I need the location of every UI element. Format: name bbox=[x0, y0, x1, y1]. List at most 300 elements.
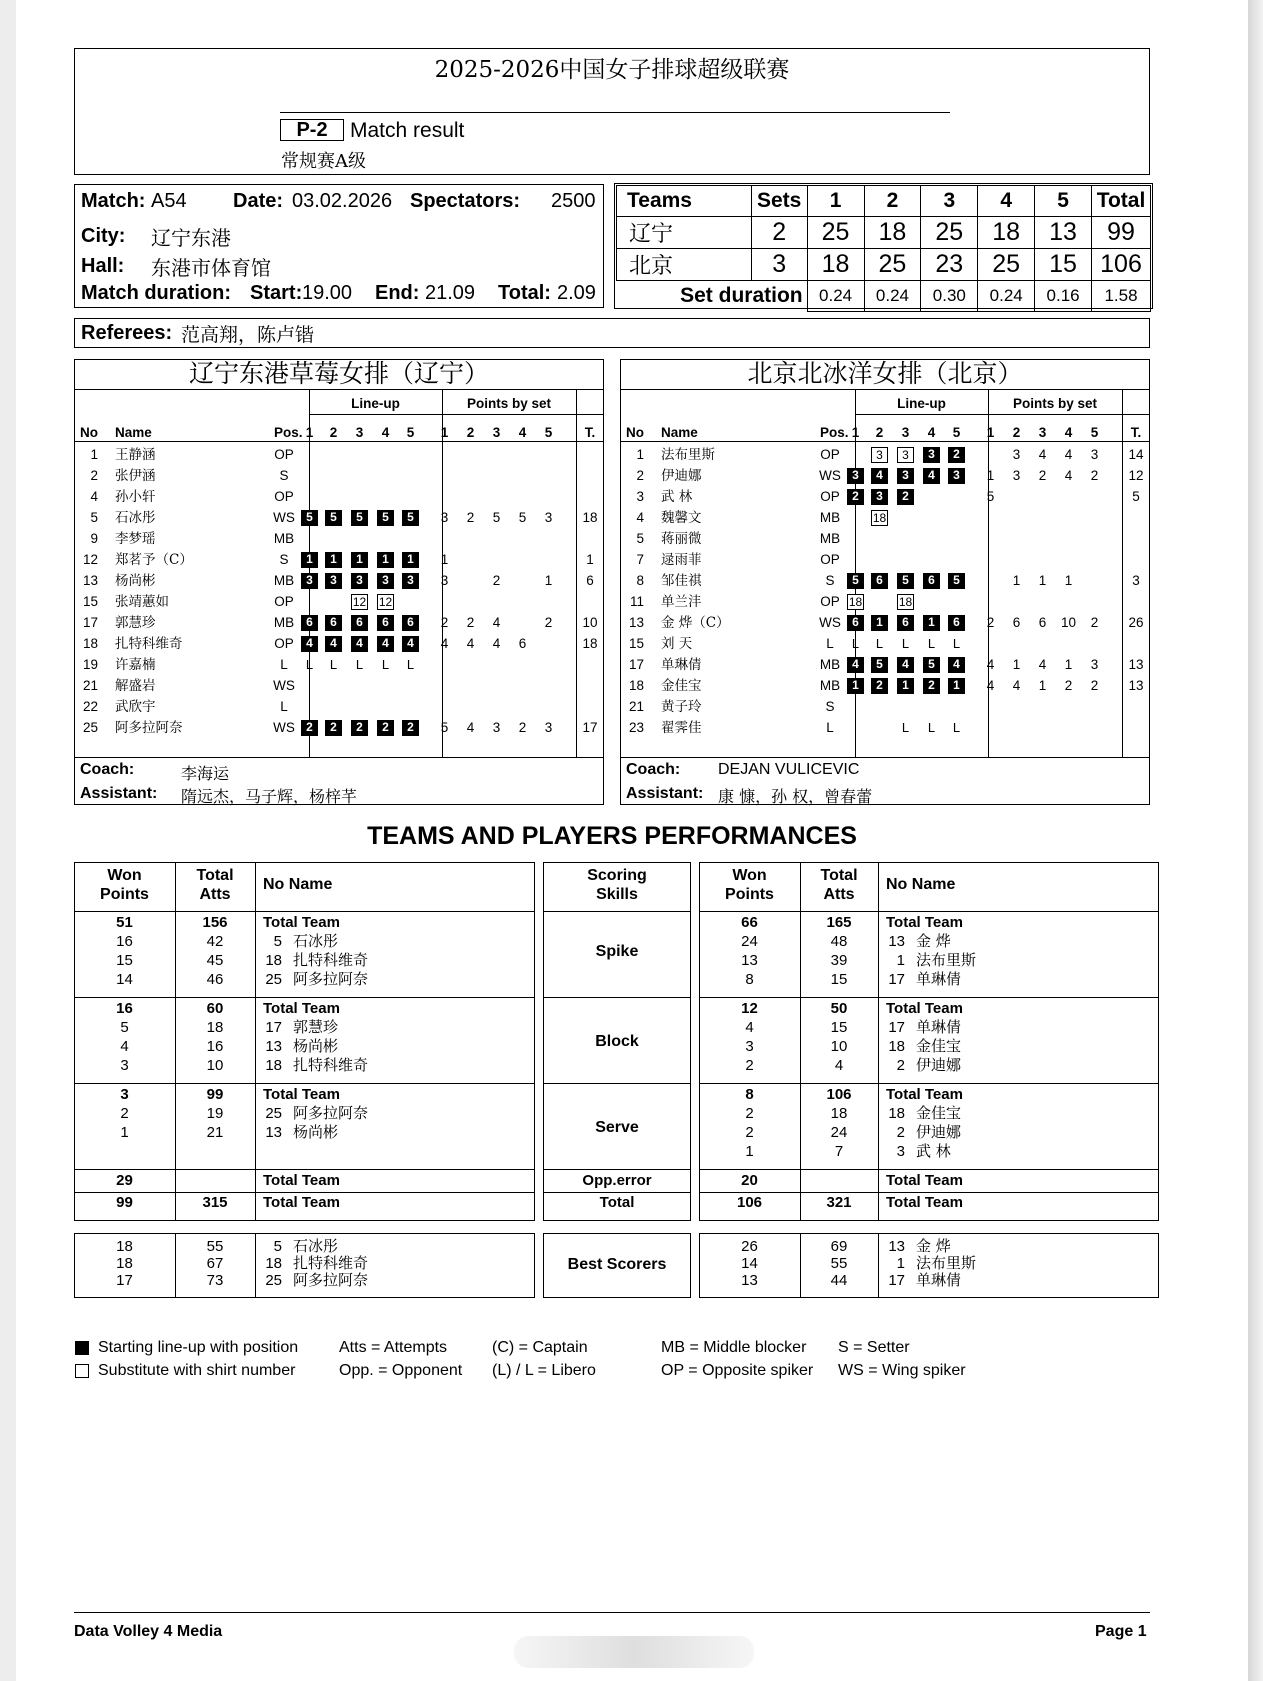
starting-position-box: 5 bbox=[377, 510, 394, 526]
player-total-points: 12 bbox=[1128, 468, 1144, 483]
spectators-count: 2500 bbox=[551, 190, 596, 212]
set-points: 1 bbox=[1012, 573, 1021, 588]
player-name: 黄子玲 bbox=[661, 699, 702, 715]
match-number: A54 bbox=[151, 190, 187, 212]
points-set4-header: 4 bbox=[1064, 425, 1073, 440]
set5-duration: 0.16 bbox=[1035, 281, 1092, 312]
player-position: S bbox=[279, 468, 289, 483]
player-atts: 18 bbox=[830, 1105, 848, 1122]
legend-ws: WS = Wing spiker bbox=[838, 1362, 966, 1379]
player-won-points: 15 bbox=[116, 952, 133, 969]
player-number: 17 bbox=[628, 657, 644, 672]
team-total-atts: 60 bbox=[206, 1000, 224, 1017]
perf-row-rule bbox=[543, 997, 691, 998]
player-name: 蒋丽微 bbox=[661, 531, 702, 547]
legend-substitute: Substitute with shirt number bbox=[98, 1362, 296, 1379]
hall-name: 东港市体育馆 bbox=[151, 256, 271, 280]
player-number: 21 bbox=[628, 699, 644, 714]
set-points: 4 bbox=[466, 636, 475, 651]
set-points: 4 bbox=[1038, 447, 1047, 462]
player-name: 阿多拉阿奈 bbox=[293, 1104, 369, 1122]
starting-position-box: 3 bbox=[897, 468, 914, 484]
player-won-points: 3 bbox=[745, 1038, 754, 1055]
set-points: 2 bbox=[440, 615, 449, 630]
won-points-header: Won Points bbox=[100, 867, 149, 903]
player-won-points: 14 bbox=[116, 971, 133, 988]
start-label: Start: bbox=[250, 282, 303, 304]
player-name: 解盛岩 bbox=[115, 678, 156, 694]
player-position: MB bbox=[819, 657, 841, 672]
player-name: 李梦瑶 bbox=[115, 531, 156, 547]
player-position: MB bbox=[273, 573, 295, 588]
player-name: 杨尚彬 bbox=[293, 1037, 339, 1055]
set-points: 4 bbox=[1064, 447, 1073, 462]
substitute-box: 12 bbox=[378, 595, 393, 609]
player-atts: 10 bbox=[206, 1057, 224, 1074]
skill-label: Block bbox=[595, 1033, 639, 1050]
player-position: WS bbox=[273, 678, 295, 693]
team-total-atts: 165 bbox=[826, 914, 852, 931]
substitute-box: 18 bbox=[898, 595, 913, 609]
player-atts: 45 bbox=[206, 952, 224, 969]
pos-header: Pos. bbox=[274, 425, 303, 440]
player-name: 阿多拉阿奈 bbox=[293, 970, 369, 988]
set-points: 2 bbox=[1090, 615, 1099, 630]
player-name: 孙小轩 bbox=[115, 489, 156, 505]
starting-position-box: 4 bbox=[923, 468, 940, 484]
total-team-label: Total Team bbox=[886, 1194, 963, 1211]
player-total-points: 13 bbox=[1128, 678, 1144, 693]
player-number: 4 bbox=[90, 489, 98, 504]
set-points: 2 bbox=[1038, 468, 1047, 483]
document-title: Match result bbox=[350, 119, 465, 142]
away-set4: 25 bbox=[978, 249, 1035, 281]
player-name: 张靖蕙如 bbox=[115, 594, 169, 610]
team-won-points: 8 bbox=[745, 1086, 754, 1103]
lineup-set4-header: 4 bbox=[381, 425, 390, 440]
perf-row-rule bbox=[74, 997, 535, 998]
set-points: 4 bbox=[492, 615, 501, 630]
player-number: 7 bbox=[636, 552, 644, 567]
best-player-name: 金 烨 bbox=[916, 1237, 951, 1255]
player-total-points: 18 bbox=[582, 510, 598, 525]
legend-op: OP = Opposite spiker bbox=[661, 1362, 814, 1379]
player-shirt-number: 3 bbox=[896, 1143, 905, 1160]
total-duration: 2.09 bbox=[557, 282, 596, 304]
best-atts: 67 bbox=[206, 1255, 224, 1272]
set-points: 6 bbox=[518, 636, 527, 651]
player-shirt-number: 2 bbox=[896, 1124, 905, 1141]
team-title: 北京北冰洋女排（北京） bbox=[747, 359, 1023, 388]
away-total: 106 bbox=[1092, 249, 1151, 281]
player-name: 伊迪娜 bbox=[916, 1123, 962, 1141]
player-name: 杨尚彬 bbox=[293, 1123, 339, 1141]
player-name: 单琳倩 bbox=[916, 970, 962, 988]
legend-captain: (C) = Captain bbox=[492, 1339, 588, 1356]
starting-position-box: 4 bbox=[871, 468, 888, 484]
player-won-points: 2 bbox=[120, 1105, 129, 1122]
player-name: 法布里斯 bbox=[916, 951, 977, 969]
player-name: 扎特科维奇 bbox=[115, 636, 183, 652]
total-label: Total: bbox=[498, 282, 551, 304]
lineup-set2-header: 2 bbox=[329, 425, 338, 440]
team-total-atts: 99 bbox=[206, 1086, 224, 1103]
player-shirt-number: 13 bbox=[888, 933, 905, 950]
best-won-points: 14 bbox=[741, 1255, 758, 1272]
away-sets: 3 bbox=[751, 249, 807, 281]
set-duration-label: Set duration bbox=[617, 281, 808, 312]
set-points: 5 bbox=[518, 510, 527, 525]
player-position: MB bbox=[273, 615, 295, 630]
best-won-points: 18 bbox=[116, 1238, 133, 1255]
set-points: 6 bbox=[1012, 615, 1021, 630]
set-points: 2 bbox=[492, 573, 501, 588]
lineup-set5-header: 5 bbox=[952, 425, 961, 440]
libero-marker: L bbox=[901, 720, 910, 735]
best-atts-col-rule bbox=[255, 1233, 256, 1298]
player-position: L bbox=[826, 636, 834, 651]
perf-row-rule bbox=[74, 911, 535, 912]
player-total-points: 10 bbox=[582, 615, 598, 630]
starting-position-box: 3 bbox=[301, 573, 318, 589]
player-position: OP bbox=[274, 594, 294, 609]
libero-marker: L bbox=[305, 657, 314, 672]
best-atts: 73 bbox=[206, 1272, 224, 1289]
points-set2-header: 2 bbox=[1012, 425, 1021, 440]
set3-duration: 0.30 bbox=[921, 281, 978, 312]
player-name: 武 林 bbox=[661, 489, 693, 505]
lineup-set3-header: 3 bbox=[901, 425, 910, 440]
match-date: 03.02.2026 bbox=[292, 190, 393, 212]
away-team-name: 北京 bbox=[617, 249, 752, 281]
referees-label: Referees: bbox=[81, 322, 173, 344]
starting-position-box: 6 bbox=[402, 615, 419, 631]
player-atts: 16 bbox=[206, 1038, 224, 1055]
points-set3-header: 3 bbox=[492, 425, 501, 440]
set-points: 3 bbox=[1012, 447, 1021, 462]
skill-label: Spike bbox=[595, 943, 639, 960]
player-number: 9 bbox=[90, 531, 98, 546]
total-header: Total bbox=[1092, 186, 1151, 217]
starting-position-box: 6 bbox=[325, 615, 342, 631]
libero-marker: L bbox=[952, 720, 961, 735]
player-name: 单兰沣 bbox=[661, 594, 702, 610]
player-number: 2 bbox=[90, 468, 98, 483]
best-atts: 44 bbox=[830, 1272, 848, 1289]
player-name: 武 林 bbox=[916, 1142, 951, 1160]
starting-position-box: 5 bbox=[847, 573, 864, 589]
points-set2-header: 2 bbox=[466, 425, 475, 440]
total-atts-header: Total Atts bbox=[820, 867, 858, 903]
player-number: 8 bbox=[636, 573, 644, 588]
libero-marker: L bbox=[901, 636, 910, 651]
set-points: 1 bbox=[440, 552, 449, 567]
team-won-points: 51 bbox=[116, 914, 133, 931]
player-name: 邹佳祺 bbox=[661, 573, 702, 589]
perf-row-rule bbox=[699, 911, 1159, 912]
set-points: 4 bbox=[1038, 657, 1047, 672]
player-name: 扎特科维奇 bbox=[293, 1056, 369, 1074]
player-position: S bbox=[279, 552, 289, 567]
set-points: 2 bbox=[986, 615, 995, 630]
best-atts-col-rule bbox=[878, 1233, 879, 1298]
player-shirt-number: 25 bbox=[265, 971, 282, 988]
lineup-header: Line-up bbox=[897, 396, 946, 411]
starting-position-box: 4 bbox=[948, 657, 965, 673]
player-number: 18 bbox=[82, 636, 98, 651]
best-won-points: 18 bbox=[116, 1255, 133, 1272]
player-total-points: 18 bbox=[582, 636, 598, 651]
page-number: Page 1 bbox=[1095, 1623, 1147, 1640]
starting-position-box: 6 bbox=[871, 573, 888, 589]
match-label: Match: bbox=[81, 190, 146, 212]
starting-position-box: 3 bbox=[871, 489, 888, 505]
legend-libero: (L) / L = Libero bbox=[492, 1362, 596, 1379]
player-number: 3 bbox=[636, 489, 644, 504]
no-name-header: No Name bbox=[886, 876, 956, 893]
team-total-atts: 156 bbox=[202, 914, 228, 931]
starting-position-box: 4 bbox=[301, 636, 318, 652]
set1-duration: 0.24 bbox=[807, 281, 864, 312]
starting-position-box: 5 bbox=[351, 510, 368, 526]
away-set5: 15 bbox=[1035, 249, 1092, 281]
best-shirt-number: 13 bbox=[888, 1238, 905, 1255]
starting-position-box: 6 bbox=[923, 573, 940, 589]
pos-header: Pos. bbox=[820, 425, 849, 440]
set-points: 4 bbox=[986, 657, 995, 672]
player-name: 伊迪娜 bbox=[661, 468, 702, 484]
best-atts: 69 bbox=[830, 1238, 848, 1255]
player-atts: 48 bbox=[830, 933, 848, 950]
player-position: L bbox=[280, 699, 288, 714]
player-position: MB bbox=[273, 531, 295, 546]
team-total-atts: 106 bbox=[826, 1086, 852, 1103]
set-points: 5 bbox=[492, 510, 501, 525]
total-team-label: Total Team bbox=[263, 914, 340, 931]
legend-s: S = Setter bbox=[838, 1339, 910, 1356]
points-set1-header: 1 bbox=[986, 425, 995, 440]
points-total-header: T. bbox=[1130, 425, 1142, 440]
set-points: 6 bbox=[1038, 615, 1047, 630]
total-team-label: Total Team bbox=[886, 1086, 963, 1103]
starting-position-box: 5 bbox=[402, 510, 419, 526]
player-number: 18 bbox=[628, 678, 644, 693]
player-number: 19 bbox=[82, 657, 98, 672]
player-name: 金 烨 bbox=[916, 932, 951, 950]
substitute-box: 18 bbox=[872, 511, 887, 525]
spectators-label: Spectators: bbox=[410, 190, 521, 212]
player-number: 13 bbox=[628, 615, 644, 630]
player-atts: 19 bbox=[206, 1105, 224, 1122]
player-won-points: 2 bbox=[745, 1105, 754, 1122]
starting-position-box: 3 bbox=[923, 447, 940, 463]
starting-position-box: 5 bbox=[871, 657, 888, 673]
set4-header: 4 bbox=[978, 186, 1035, 217]
set-points: 2 bbox=[1064, 678, 1073, 693]
away-set2: 25 bbox=[864, 249, 921, 281]
total-won-points: 99 bbox=[116, 1194, 133, 1211]
set-points: 3 bbox=[1012, 468, 1021, 483]
team-won-points: 12 bbox=[741, 1000, 758, 1017]
set-points: 3 bbox=[1090, 657, 1099, 672]
starting-position-box: 6 bbox=[351, 615, 368, 631]
sets-header: Sets bbox=[751, 186, 807, 217]
opp-error-team-label: Total Team bbox=[263, 1172, 340, 1189]
perf-row-rule bbox=[543, 911, 691, 912]
starting-position-box: 6 bbox=[847, 615, 864, 631]
lineup-set1-header: 1 bbox=[305, 425, 314, 440]
player-atts: 21 bbox=[206, 1124, 224, 1141]
set-points: 1 bbox=[1012, 657, 1021, 672]
player-position: OP bbox=[820, 447, 840, 462]
perf-row-rule bbox=[543, 1169, 691, 1170]
perf-row-rule bbox=[543, 1083, 691, 1084]
footer-brand: Data Volley 4 Media bbox=[74, 1623, 223, 1640]
player-name: 许嘉楠 bbox=[115, 657, 156, 673]
substitute-box: 3 bbox=[897, 447, 914, 463]
libero-marker: L bbox=[329, 657, 338, 672]
set-points: 1 bbox=[544, 573, 553, 588]
league-title: 2025-2026中国女子排球超级联赛 bbox=[434, 57, 790, 83]
best-shirt-number: 18 bbox=[265, 1255, 282, 1272]
points-set4-header: 4 bbox=[518, 425, 527, 440]
player-shirt-number: 17 bbox=[888, 971, 905, 988]
skill-label: Serve bbox=[595, 1119, 639, 1136]
player-name: 武欣宇 bbox=[115, 699, 156, 715]
best-shirt-number: 5 bbox=[273, 1238, 282, 1255]
best-won-points: 17 bbox=[116, 1272, 133, 1289]
set-points: 4 bbox=[986, 678, 995, 693]
player-shirt-number: 1 bbox=[896, 952, 905, 969]
set-points: 10 bbox=[1060, 615, 1077, 630]
set2-header: 2 bbox=[864, 186, 921, 217]
total-atts-header: Total Atts bbox=[196, 867, 234, 903]
player-name: 石冰彤 bbox=[293, 932, 339, 950]
best-shirt-number: 1 bbox=[896, 1255, 905, 1272]
player-number: 22 bbox=[82, 699, 98, 714]
away-set1: 18 bbox=[807, 249, 864, 281]
starting-position-box: 5 bbox=[923, 657, 940, 673]
opp-error-label: Opp.error bbox=[582, 1172, 652, 1189]
libero-marker: L bbox=[927, 636, 936, 651]
end-label: End: bbox=[375, 282, 420, 304]
set-points: 4 bbox=[466, 720, 475, 735]
starting-position-box: 3 bbox=[948, 468, 965, 484]
starting-position-box: 2 bbox=[847, 489, 864, 505]
assistant-label: Assistant: bbox=[626, 785, 704, 802]
player-name: 逯雨菲 bbox=[661, 552, 702, 568]
player-position: WS bbox=[273, 720, 295, 735]
player-name: 翟霁佳 bbox=[661, 720, 702, 736]
player-atts: 15 bbox=[830, 1019, 848, 1036]
starting-position-box: 1 bbox=[847, 678, 864, 694]
player-position: L bbox=[280, 657, 288, 672]
lineup-set1-header: 1 bbox=[851, 425, 860, 440]
points-header: Points by set bbox=[466, 396, 552, 411]
player-total-points: 1 bbox=[586, 552, 594, 567]
player-name: 刘 天 bbox=[661, 636, 693, 652]
player-number: 13 bbox=[82, 573, 98, 588]
set-points: 5 bbox=[440, 720, 449, 735]
player-name: 金佳宝 bbox=[916, 1104, 962, 1122]
points-total-header: T. bbox=[584, 425, 596, 440]
player-position: OP bbox=[274, 489, 294, 504]
starting-position-box: 3 bbox=[351, 573, 368, 589]
player-position: WS bbox=[819, 468, 841, 483]
player-name: 法布里斯 bbox=[661, 447, 715, 463]
best-atts: 55 bbox=[206, 1238, 224, 1255]
best-shirt-number: 17 bbox=[888, 1272, 905, 1289]
player-name: 郭慧珍 bbox=[293, 1018, 339, 1036]
set-points: 1 bbox=[1038, 573, 1047, 588]
set4-duration: 0.24 bbox=[978, 281, 1035, 312]
player-position: OP bbox=[820, 594, 840, 609]
points-set3-header: 3 bbox=[1038, 425, 1047, 440]
set-points: 4 bbox=[440, 636, 449, 651]
lineup-set4-header: 4 bbox=[927, 425, 936, 440]
player-total-points: 3 bbox=[1132, 573, 1140, 588]
best-won-points: 13 bbox=[741, 1272, 758, 1289]
player-name: 阿多拉阿奈 bbox=[115, 720, 183, 736]
starting-position-box: 1 bbox=[402, 552, 419, 568]
total-team-label: Total Team bbox=[886, 1000, 963, 1017]
player-atts: 24 bbox=[830, 1124, 848, 1141]
player-name: 扎特科维奇 bbox=[293, 951, 369, 969]
won-points-header: Won Points bbox=[725, 867, 774, 903]
player-number: 11 bbox=[629, 594, 644, 609]
set-points: 1 bbox=[986, 468, 995, 483]
player-shirt-number: 13 bbox=[265, 1038, 282, 1055]
no-header: No bbox=[80, 425, 98, 440]
starting-position-box: 1 bbox=[923, 615, 940, 631]
libero-marker: L bbox=[851, 636, 860, 651]
team-title: 辽宁东港草莓女排（辽宁） bbox=[188, 359, 489, 388]
name-header: Name bbox=[115, 425, 152, 440]
player-position: OP bbox=[274, 636, 294, 651]
best-atts: 55 bbox=[830, 1255, 848, 1272]
home-set1: 25 bbox=[807, 217, 864, 249]
set-points: 3 bbox=[544, 720, 553, 735]
city-label: City: bbox=[81, 225, 126, 247]
home-team-name: 辽宁 bbox=[617, 217, 752, 249]
player-name: 魏馨文 bbox=[661, 510, 702, 526]
coach-label: Coach: bbox=[80, 761, 135, 778]
starting-position-box: 4 bbox=[351, 636, 368, 652]
player-atts: 42 bbox=[206, 933, 224, 950]
libero-marker: L bbox=[406, 657, 415, 672]
total-atts: 321 bbox=[826, 1194, 852, 1211]
player-name: 张伊涵 bbox=[115, 468, 156, 484]
home-sets: 2 bbox=[751, 217, 807, 249]
starting-position-box: 2 bbox=[301, 720, 318, 736]
set-points: 1 bbox=[1064, 573, 1073, 588]
page-code: P-2 bbox=[280, 119, 344, 141]
starting-position-box: 3 bbox=[377, 573, 394, 589]
substitute-box: 12 bbox=[352, 595, 367, 609]
starting-position-box: 4 bbox=[847, 657, 864, 673]
referees-names: 范高翔，陈卢锴 bbox=[181, 324, 315, 346]
player-total-points: 17 bbox=[582, 720, 598, 735]
starting-position-box: 6 bbox=[897, 615, 914, 631]
set-points: 4 bbox=[492, 636, 501, 651]
player-shirt-number: 18 bbox=[265, 1057, 282, 1074]
perf-row-rule bbox=[699, 1169, 1159, 1170]
player-position: S bbox=[825, 699, 835, 714]
lineup-set3-header: 3 bbox=[355, 425, 364, 440]
atts-col-rule bbox=[255, 862, 256, 1221]
player-name: 金佳宝 bbox=[661, 678, 702, 694]
set-points: 1 bbox=[1064, 657, 1073, 672]
